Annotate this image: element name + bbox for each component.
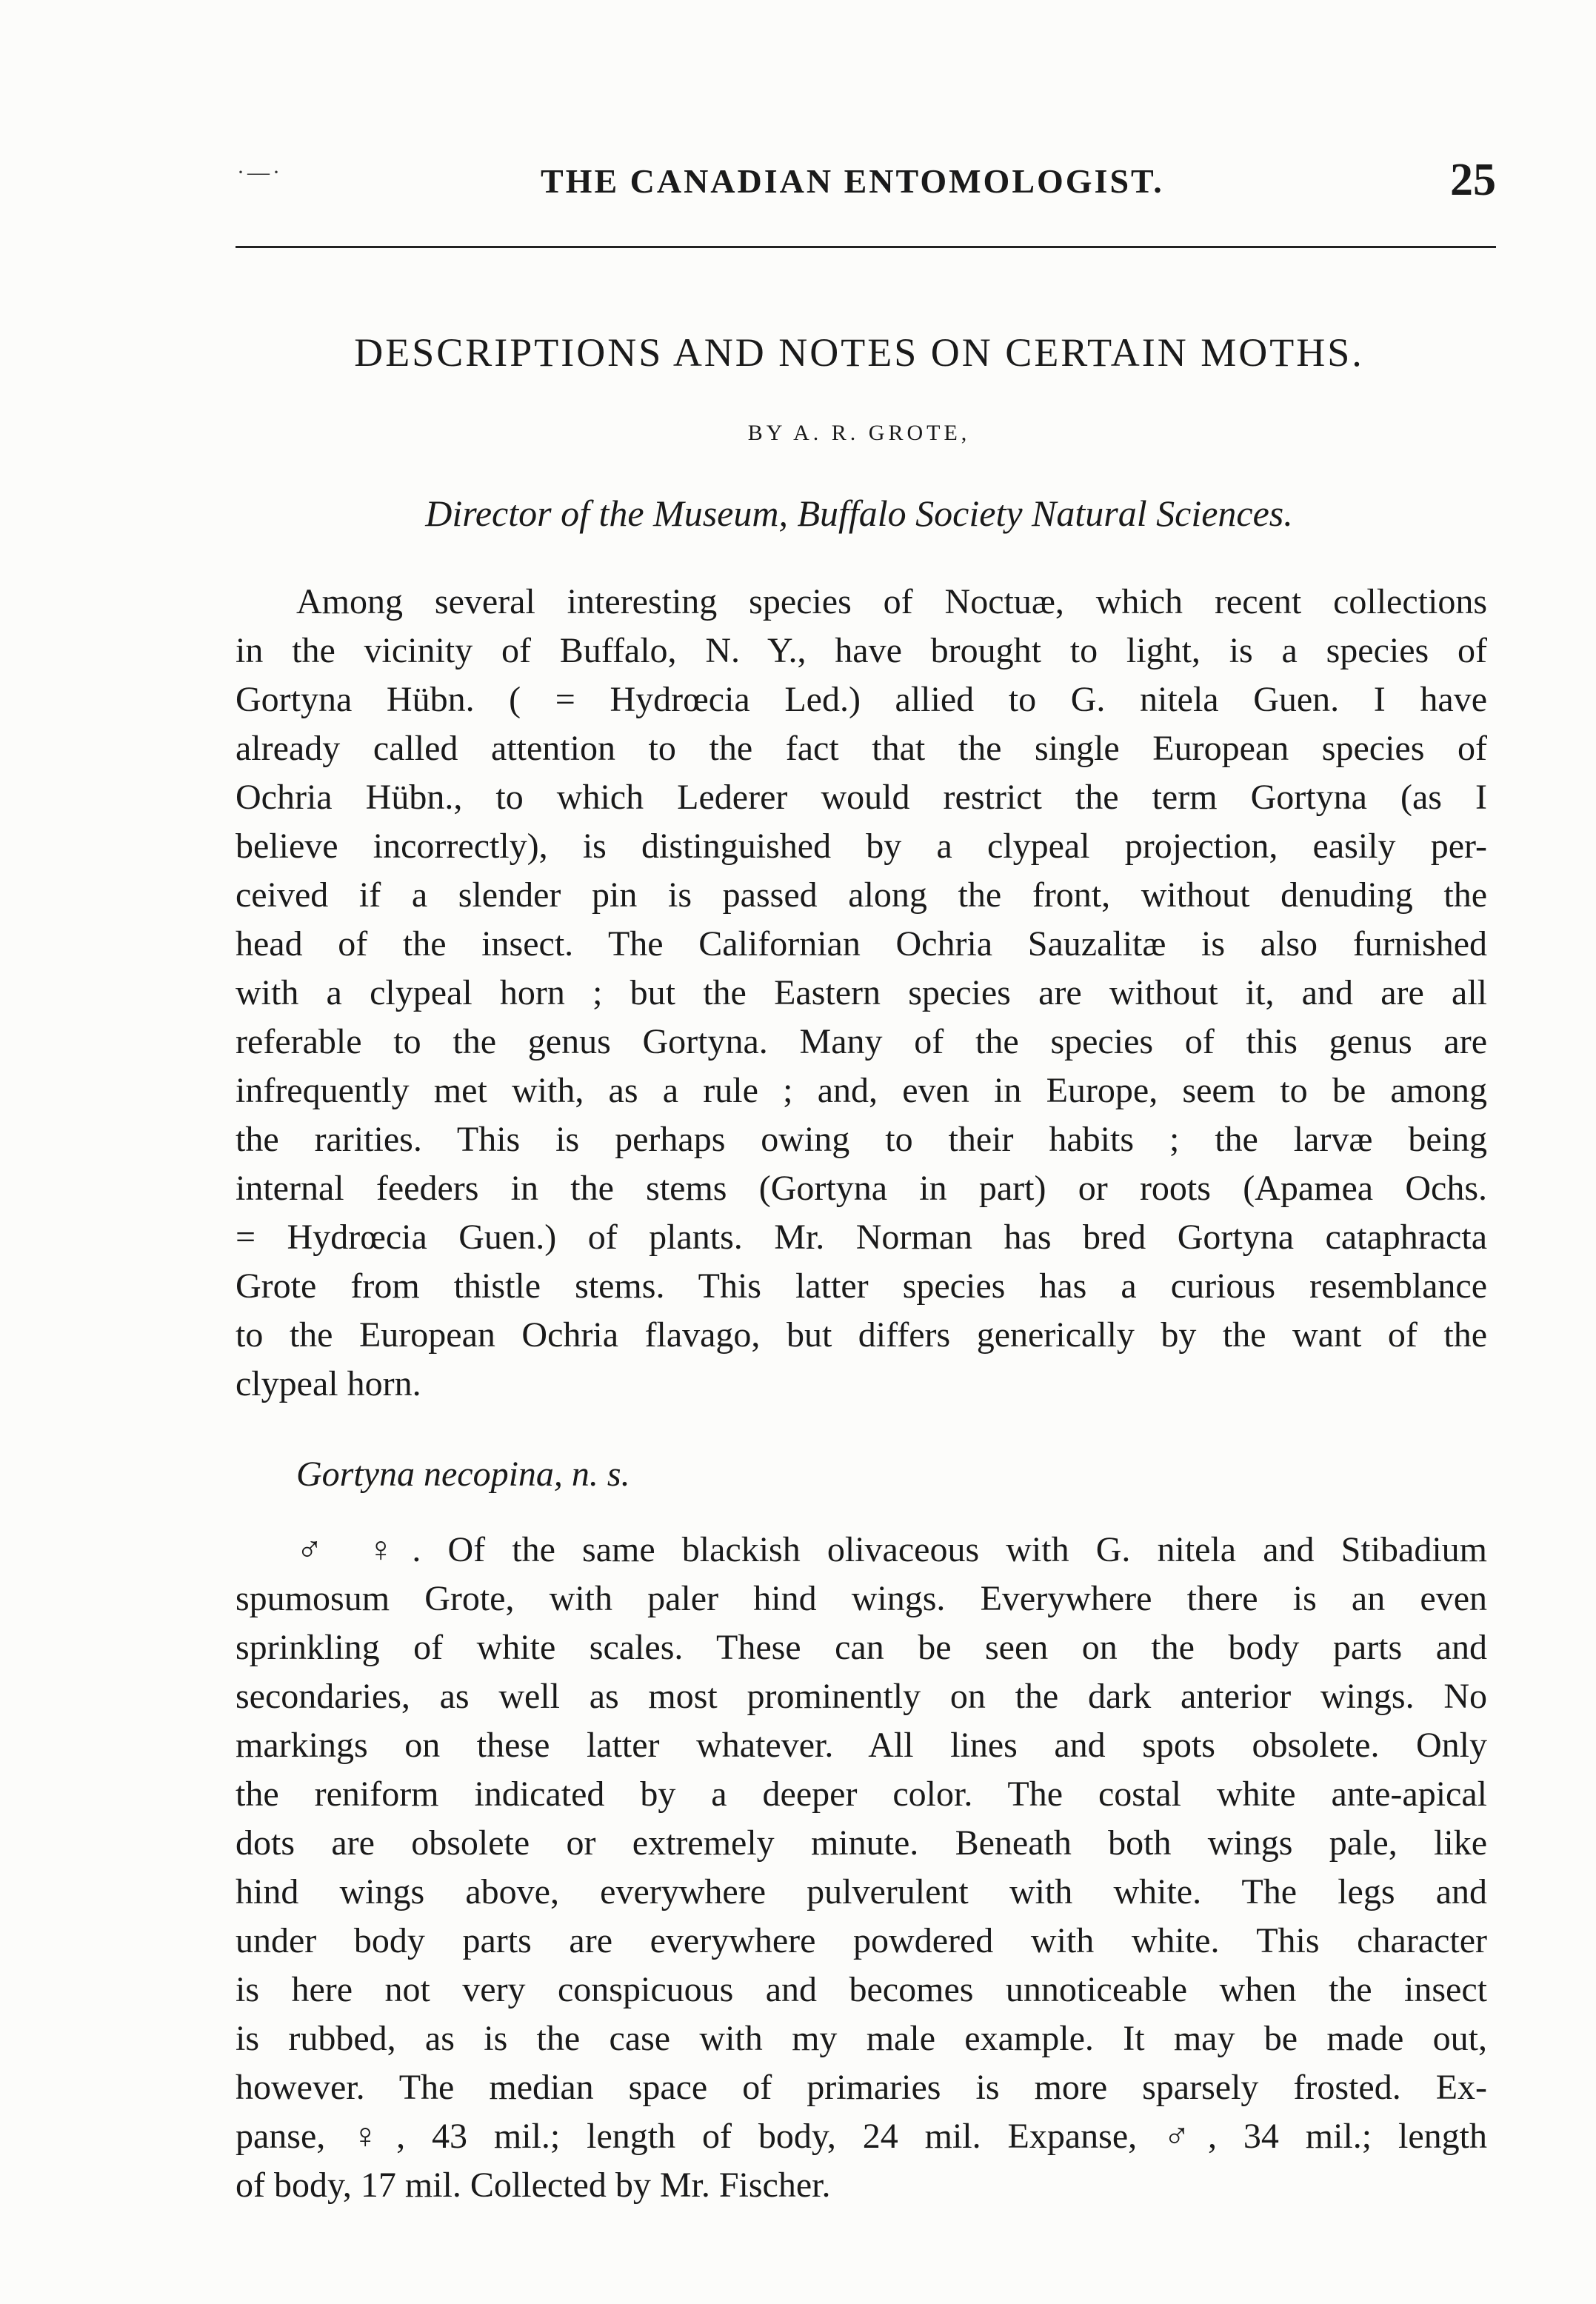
body-line: under body parts are everywhere powdered with white. This character xyxy=(236,1921,1487,1960)
body-line: referable to the genus Gortyna. Many of the species of this genus are xyxy=(236,1022,1487,1061)
body-line: to the European Ochria flavago, but differs generically by the want of the xyxy=(236,1315,1487,1355)
body-line: internal feeders in the stems (Gortyna in part) or roots (Apamea Ochs. xyxy=(236,1169,1487,1208)
body-line: markings on these latter whatever. All lines and spots obsolete. Only xyxy=(236,1726,1487,1765)
body-line: spumosum Grote, with paler hind wings. Everywhere there is an even xyxy=(236,1579,1487,1618)
body-line: the rarities. This is perhaps owing to their habits ; the larvæ being xyxy=(236,1120,1487,1159)
body-line: sprinkling of white scales. These can be seen on the body parts and xyxy=(236,1628,1487,1667)
body-line: Ochria Hübn., to which Lederer would restrict the term Gortyna (as I xyxy=(236,778,1487,817)
body-line: clypeal horn. xyxy=(236,1364,421,1403)
body-line: ceived if a slender pin is passed along the front, without denuding the xyxy=(236,875,1487,915)
body-line: = Hydrœcia Guen.) of plants. Mr. Norman has bred Gortyna cataphracta xyxy=(236,1218,1487,1257)
body-line: dots are obsolete or extremely minute. Beneath both wings pale, like xyxy=(236,1823,1487,1863)
body-line: Grote from thistle stems. This latter species has a curious resemblance xyxy=(236,1266,1487,1306)
page-number: 25 xyxy=(1450,155,1496,205)
journal-title: THE CANADIAN ENTOMOLOGIST. xyxy=(541,162,1164,200)
header-mark: ·—· xyxy=(237,160,283,184)
body-line: Among several interesting species of Noctuæ, which recent collections xyxy=(296,582,1487,621)
body-line: the reniform indicated by a deeper color. The costal white ante-apical xyxy=(236,1774,1487,1814)
body-line: of body, 17 mil. Collected by Mr. Fischer. xyxy=(236,2166,831,2205)
body-line: is rubbed, as is the case with my male example. It may be made out, xyxy=(236,2019,1487,2058)
byline: BY A. R. GROTE, xyxy=(747,421,971,445)
article-title: DESCRIPTIONS AND NOTES ON CERTAIN MOTHS. xyxy=(354,330,1364,375)
body-line: ♂ ♀. Of the same blackish olivaceous with G. nitela and Stibadium xyxy=(296,1530,1487,1569)
body-line: infrequently met with, as a rule ; and, even in Europe, seem to be among xyxy=(236,1071,1487,1110)
author-affiliation: Director of the Museum, Buffalo Society Natural Sciences. xyxy=(425,492,1293,534)
body-line: is here not very conspicuous and becomes unnoticeable when the insect xyxy=(236,1970,1487,2009)
body-line: however. The median space of primaries is more sparsely frosted. Ex- xyxy=(236,2068,1487,2107)
running-head xyxy=(237,154,1496,206)
body-line: already called attention to the fact that the single European species of xyxy=(236,729,1487,768)
header-rule xyxy=(236,246,1496,248)
body-line: hind wings above, everywhere pulverulent with white. The legs and xyxy=(236,1872,1487,1911)
body-line: head of the insect. The Californian Ochria Sauzalitæ is also furnished xyxy=(236,924,1487,964)
body-line: Gortyna Hübn. ( = Hydrœcia Led.) allied to G. nitela Guen. I have xyxy=(236,680,1487,719)
body-line: secondaries, as well as most prominently on the dark anterior wings. No xyxy=(236,1677,1487,1716)
body-line: in the vicinity of Buffalo, N. Y., have brought to light, is a species of xyxy=(236,631,1487,670)
body-line: believe incorrectly), is distinguished by a clypeal projection, easily per- xyxy=(236,827,1487,866)
body-line: with a clypeal horn ; but the Eastern species are without it, and are all xyxy=(236,973,1487,1012)
body-line: panse, ♀, 43 mil.; length of body, 24 mil. Expanse, ♂, 34 mil.; length xyxy=(236,2117,1487,2156)
species-heading: Gortyna necopina, n. s. xyxy=(296,1455,630,1494)
